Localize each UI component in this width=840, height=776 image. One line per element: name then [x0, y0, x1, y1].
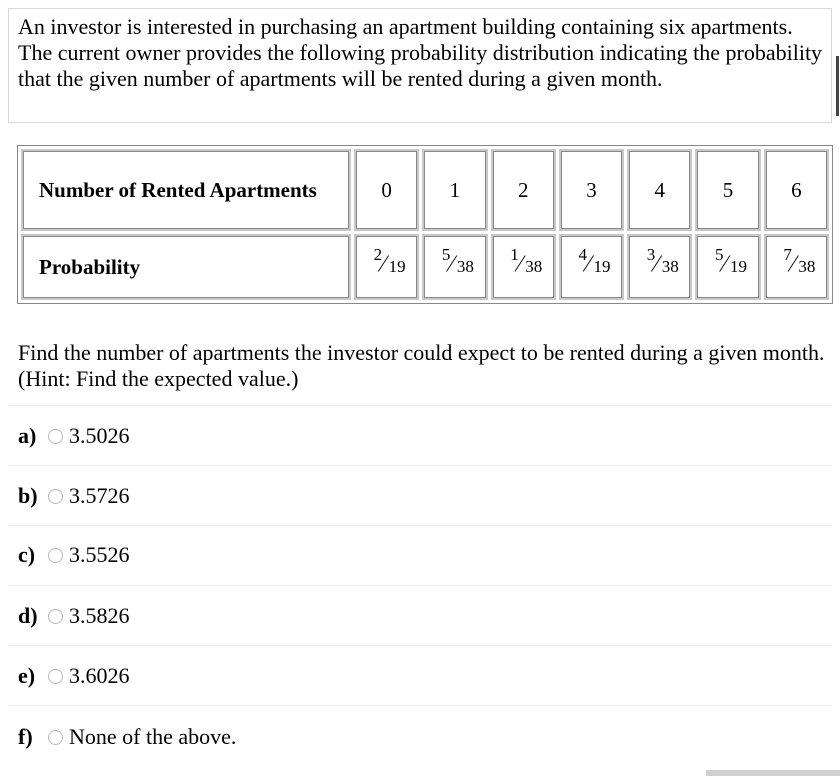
table-cell	[559, 234, 624, 300]
table-cell: 4	[627, 149, 692, 231]
row-header-probability: Probability	[21, 234, 351, 300]
divider	[8, 465, 832, 466]
table-row	[21, 234, 829, 300]
option-label: 3.5726	[69, 483, 130, 508]
table-cell	[695, 234, 760, 300]
option-b[interactable]	[18, 483, 130, 509]
option-letter: e)	[18, 663, 36, 688]
fraction: 7 ⁄ 38	[783, 245, 816, 278]
fraction: 2 ⁄ 19	[373, 245, 406, 278]
prompt-text: Find the number of apartments the investor could expect to be rented during a given month. (Hint: Find the expected value.)	[18, 340, 825, 391]
table-cell	[354, 234, 419, 300]
option-label: 3.5526	[69, 542, 130, 567]
row-header-apartments: Number of Rented Apartments	[21, 149, 351, 231]
table-cell: 1	[422, 149, 487, 231]
question-text: An investor is interested in purchasing an apartment building containing six apartments. The current owner provides the following probability distribution indicating the probability that the given number of apartments will be rented during a given month.	[18, 14, 823, 91]
option-label: 3.5026	[69, 423, 130, 448]
fraction: 5 ⁄ 19	[715, 245, 748, 278]
option-letter: f)	[18, 724, 33, 749]
radio-button[interactable]	[48, 730, 63, 745]
fraction: 4 ⁄ 19	[578, 245, 611, 278]
option-letter: c)	[18, 542, 36, 567]
divider	[8, 585, 832, 586]
radio-button[interactable]	[48, 609, 63, 624]
divider	[8, 645, 832, 646]
table-cell: 0	[354, 149, 419, 231]
table-cell: 3	[559, 149, 624, 231]
table-cell	[491, 234, 556, 300]
option-a[interactable]	[18, 423, 130, 449]
divider	[8, 405, 832, 406]
fraction: 1 ⁄ 38	[510, 245, 543, 278]
divider	[8, 525, 832, 526]
bottom-scrollbar[interactable]	[706, 770, 840, 776]
radio-button[interactable]	[48, 548, 63, 563]
option-f[interactable]	[18, 724, 236, 750]
option-letter: a)	[18, 423, 37, 448]
fraction: 3 ⁄ 38	[646, 245, 679, 278]
radio-button[interactable]	[48, 669, 63, 684]
radio-button[interactable]	[48, 489, 63, 504]
option-letter: b)	[18, 483, 38, 508]
table-row	[21, 149, 829, 231]
divider	[8, 705, 832, 706]
option-letter: d)	[18, 603, 38, 628]
fraction: 5 ⁄ 38	[441, 245, 474, 278]
option-label: None of the above.	[69, 724, 237, 749]
option-label: 3.5826	[69, 603, 130, 628]
radio-button[interactable]	[48, 429, 63, 444]
option-c[interactable]	[18, 542, 130, 568]
table-cell: 6	[764, 149, 829, 231]
option-label: 3.6026	[69, 663, 130, 688]
option-e[interactable]	[18, 663, 130, 689]
option-d[interactable]	[18, 603, 130, 629]
probability-table	[17, 145, 833, 304]
table-cell: 2	[491, 149, 556, 231]
table-cell	[422, 234, 487, 300]
table-cell	[764, 234, 829, 300]
table-cell	[627, 234, 692, 300]
table-cell: 5	[695, 149, 760, 231]
scrollbar[interactable]	[836, 56, 839, 116]
